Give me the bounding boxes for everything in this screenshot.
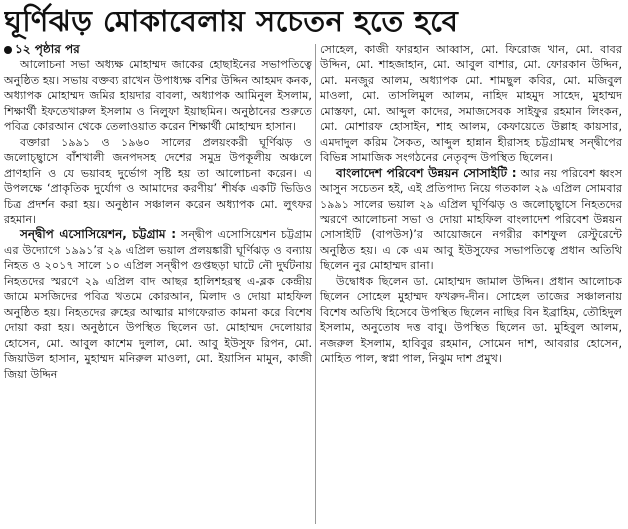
headline: ঘূর্ণিঝড় মোকাবেলায় সচেতন হতে হবে — [4, 4, 459, 38]
column-divider — [315, 44, 316, 524]
continued-marker — [4, 42, 312, 57]
section-lead: বাংলাদেশ পরিবেশ উন্নয়ন সোসাইটি : — [336, 165, 517, 180]
left-column — [4, 42, 312, 382]
paragraph: উদ্বোধক ছিলেন ডা. মোহাম্মদ জামাল উদ্দিন। প্রধান আলোচক ছিলেন সোহেল মুহাম্মদ ফখরুদ-দীন। সোহেল তাজের সঞ্চালনায় বিশেষ অতিথি হিসেবে উপস্থিত ছিলেন নাছির বিন ইব্রাহিম, তৌহিদুল ইসলাম, অনুতোষ দত্ত বাবু। উপস্থিত ছিলেন ডা. মুহিবুল আলম, নজরুল ইসলাম, হাবিবুর রহমান, সোমেন দাশ, আবরার হোসেন, মোহিত পাল, স্বপ্না পাল, নিঝুম দাশ প্রমুখ। — [320, 274, 622, 366]
paragraph-text: সন্দ্বীপ এসোসিয়েশন চট্টগ্রাম এর উদ্যোগে ১৯৯১’র ২৯ এপ্রিল ভয়াল প্রলয়ঙ্কারী ঘূর্ণিঝড় ও বন্যায় নিহত ও ২০১৭ সালে ১০ এপ্রিল সন্দ্বীপ গুপ্তছড়া ঘাটে নৌ দুর্ঘটনায় নিহতদের স্মরণে ২৯ এপ্রিল বাদ আছর হালিশহরস্থ এ-ব্লক কেন্দ্রীয় জামে মসজিদের পবিত্র খতমে কোরআন, মিলাদ ও দোয়া মাহফিল অনুষ্ঠিত হয়। নিহতদের রুহের আত্মার মাগফেরাত কামনা করে বিশেষ দোয়া করা হয়। অনুষ্ঠানে উপস্থিত ছিলেন ডা. মোহাম্মদ দেলোয়ার হোসেন, মো. আবুল কাশেম দুলাল, মো. আবু ইউসুফ রিপন, মো. জিয়াউল হাসান, মুহাম্মদ মনিরুল মাওলা, মো. ইয়াসিন মামুন, কাজী জিয়া উদ্দিন — [4, 228, 312, 381]
paragraph — [4, 227, 312, 382]
continued-text: ১২ পৃষ্ঠার পর — [15, 42, 80, 56]
bullet-icon — [4, 46, 12, 54]
right-column — [320, 42, 622, 367]
paragraph: আলোচনা সভা অধ্যক্ষ মোহাম্মদ জাকের হোছাইনের সভাপতিত্বে অনুষ্ঠিত হয়। সভায় বক্তব্য রাখেন উপাধ্যক্ষ বশির উদ্দিন আহমদ কনক, অধ্যাপক মোহাম্মদ জমির হায়দার বাবলা, অধ্যাপক আমিনুল ইসলাম, শিক্ষার্থী ইফতেখারুল ইসলাম ও নিলুফা ইয়াছমিন। অনুষ্ঠানের শুরুতে পবিত্র কোরআন থেকে তেলাওয়াত করেন শিক্ষার্থী মোহাম্মদ হাসান। — [4, 58, 312, 134]
paragraph-text: আর নয় পরিবেশ ধ্বংস আসুন সচেতন হই, এই প্রতিপাদ্য নিয়ে গতকাল ২৯ এপ্রিল সোমবার ১৯৯১ সালের ভয়াল ২৯ এপ্রিল ঘূর্ণিঝড় ও জলোচ্ছ্বাসে নিহতদের স্মরণে আলোচনা সভা ও দোয়া মাহফিল বাংলাদেশ পরিবেশ উন্নয়ন সোসাইটি (বাপউস)’র আয়োজনে নগরীর কাশফুল রেস্টুরেন্টে অনুষ্ঠিত হয়। এ কে এম আবু ইউসুফের সভাপতিত্বে প্রধান অতিথি ছিলেন নুর মোহাম্মদ রানা। — [320, 166, 622, 273]
paragraph: বক্তারা ১৯৯১ ও ১৯৬০ সালের প্রলয়ংকরী ঘূর্ণিঝড় ও জলোচ্ছ্বাসে বাঁশখালী জনপদসহ দেশের সমুদ্র উপকূলীয় অঞ্চলে প্রাণহানি ও যে ভয়াবহ দুর্ভোগ সৃষ্টি হয় তা আলোচনা করেন। এ উপলক্ষে ‘প্রাকৃতিক দুর্যোগ ও আমাদের করণীয়’ শীর্ষক একটি ভিডিও চিত্র প্রদর্শন করা হয়। অনুষ্ঠান সঞ্চালন করেন অধ্যাপক মো. লুৎফর রহমান। — [4, 135, 312, 226]
paragraph: সোহেল, কাজী ফারহান আব্বাস, মো. ফিরোজ খান, মো. বাবর উদ্দিন, মো. শাহজাহান, মো. আবুল বাশার, মো. ফোরকান উদ্দিন, মো. মনজুর আলম, অধ্যাপক মো. শামছুল কবির, মো. মজিবুল মাওলা, মো. তাসলিমুল আলম, নাহিদ মাহমুদ সাহেদ, মুহাম্মদ মোস্তফা, মো. আব্দুল কাদের, সমাজসেবক সাইফুর রহমান লিংকন, মো. মোশারফ হোসাইন, শাহ আলম, কেফায়েতে উল্লাহ কায়সার, এমদাদুল করিম সৈকত, আব্দুল হান্নান হীরাসহ চট্টগ্রামস্থ সন্দ্বীপের বিভিন্ন সামাজিক সংগঠনের নেতৃবৃন্দ উপস্থিত ছিলেন। — [320, 43, 622, 165]
paragraph — [320, 166, 622, 274]
section-lead: সন্দ্বীপ এসোসিয়েশন, চট্টগ্রাম : — [20, 227, 176, 242]
